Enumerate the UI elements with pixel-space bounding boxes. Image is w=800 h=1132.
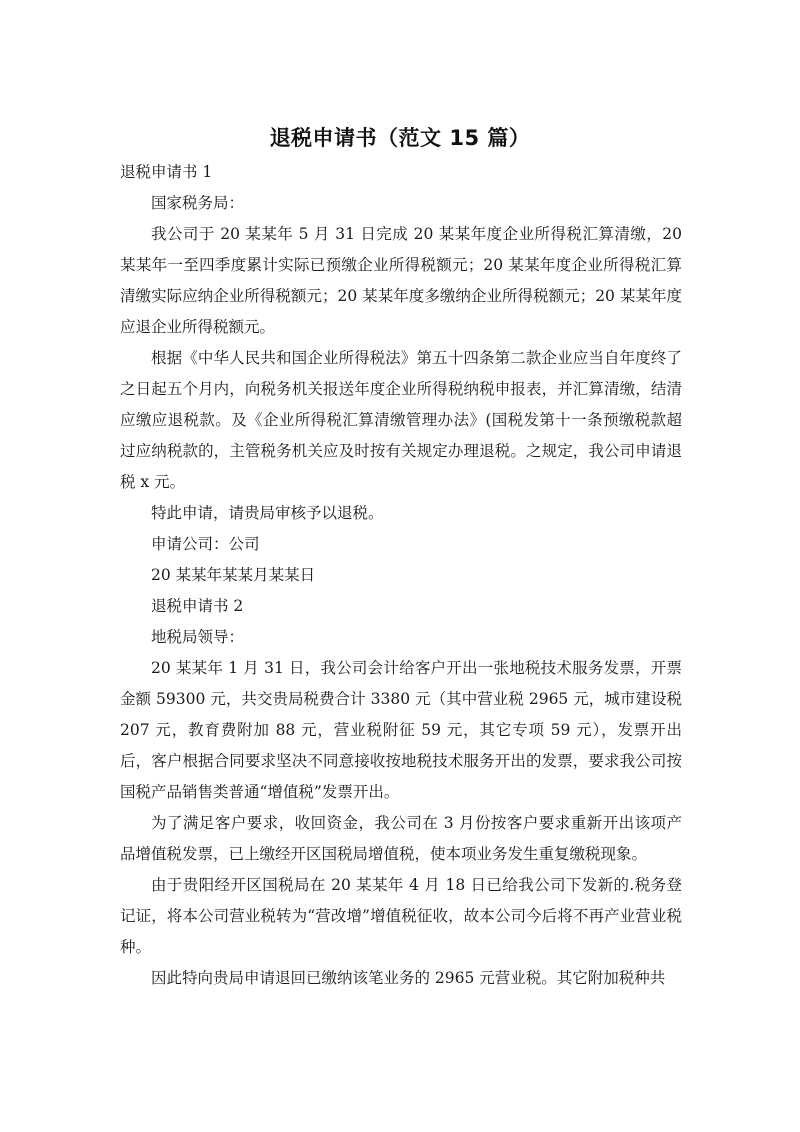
document-paragraph: 特此申请，请贵局审核予以退税。: [151, 504, 384, 522]
document-paragraph: 申请公司：公司: [151, 535, 260, 553]
document-title: 退税申请书（范文 15 篇）: [269, 126, 531, 150]
document-paragraph: 为了满足客户要求，收回资金，我公司在 3 月份按客户要求重新开出该项产品增值税发票，已上缴经开区国税局增值税，使本项业务发生重复缴税现象。: [120, 814, 682, 863]
document-paragraph: 国家税务局：: [151, 194, 245, 212]
document-body: [120, 157, 682, 994]
document-paragraph: 退税申请书 2: [151, 597, 244, 615]
document-paragraph: 因此特向贵局申请退回已缴纳该笔业务的 2965 元营业税。其它附加税种共: [151, 969, 666, 987]
document-paragraph: 我公司于 20 某某年 5 月 31 日完成 20 某某年度企业所得税汇算清缴，20 某某年一至四季度累计实际已预缴企业所得税额元；20 某某年度企业所得税汇算清缴实际应纳企业所得税额元；20 某某年度多缴纳企业所得税额元；20 某某年度应退企业所得税额元。: [120, 225, 682, 336]
document-paragraph: 根据《中华人民共和国企业所得税法》第五十四条第二款企业应当自年度终了之日起五个月内，向税务机关报送年度企业所得税纳税申报表，并汇算清缴，结清应缴应退税款。及《企业所得税汇算清缴管理办法》(国税发第十一条预缴税款超过应纳税款的，主管税务机关应及时按有关规定办理退税。之规定，我公司申请退税 x 元。: [120, 349, 682, 491]
document-paragraph: 20 某某年 1 月 31 日，我公司会计给客户开出一张地税技术服务发票，开票金额 59300 元，共交贵局税费合计 3380 元（其中营业税 2965 元，城市建设税 207 元，教育费附加 88 元，营业税附征 59 元，其它专项 59 元），发票开出后，客户根据合同要求坚决不同意接收按地税技术服务开出的发票，要求我公司按国税产品销售类普通“增值税”发票开出。: [120, 659, 682, 801]
document-paragraph: 20 某某年某某月某某日: [151, 566, 316, 584]
document-paragraph: 由于贵阳经开区国税局在 20 某某年 4 月 18 日已给我公司下发新的.税务登记证，将本公司营业税转为“营改增”增值税征收，故本公司今后将不再产业营业税种。: [120, 876, 682, 956]
document-paragraph: 地税局领导：: [151, 628, 245, 646]
document-paragraph: 退税申请书 1: [120, 163, 213, 181]
